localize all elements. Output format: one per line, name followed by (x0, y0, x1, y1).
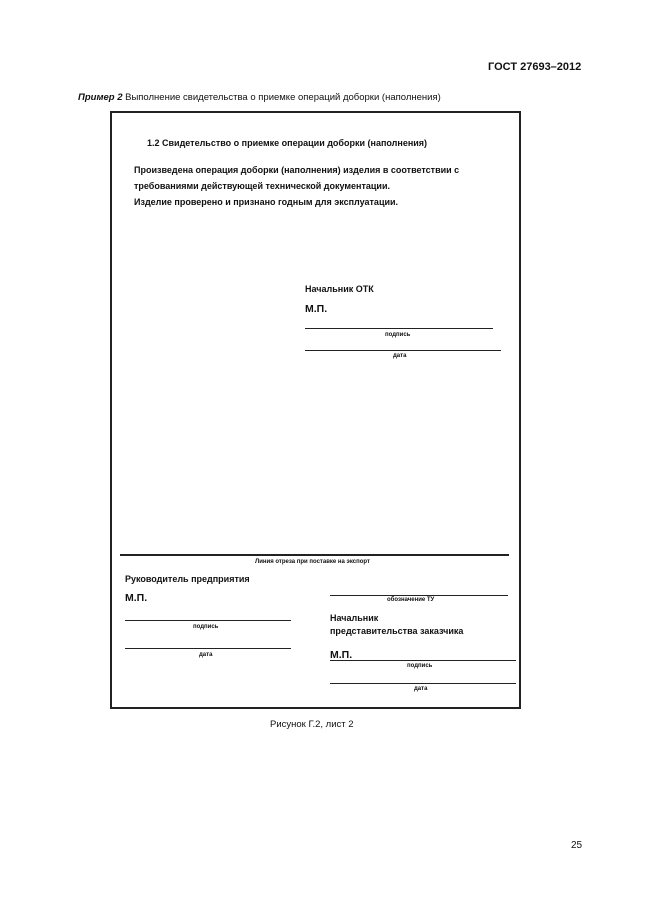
otk-date-line (305, 350, 501, 351)
customer-signature-caption: подпись (407, 663, 433, 669)
otk-signature-line (305, 328, 493, 329)
form-paragraph-line-1: Произведена операция доборки (наполнения) изделия в соответствии с (134, 165, 460, 175)
tu-line (330, 595, 508, 596)
form-paragraph-line-2: требованиями действующей технической документации. (134, 181, 390, 191)
cut-line (120, 554, 509, 556)
tu-caption: обозначение ТУ (387, 597, 435, 603)
cut-line-label: Линия отреза при поставке на экспорт (255, 559, 370, 565)
director-title: Руководитель предприятия (125, 574, 250, 584)
page-number: 25 (571, 840, 583, 851)
form-title: 1.2 Свидетельство о приемке операции доборки (наполнения) (147, 138, 428, 148)
example-lead: Пример 2 (78, 92, 123, 103)
director-seal: М.П. (125, 592, 148, 604)
customer-seal: М.П. (330, 649, 353, 661)
otk-title: Начальник ОТК (305, 284, 374, 294)
standard-header: ГОСТ 27693–2012 (488, 61, 582, 73)
director-signature-line (125, 620, 291, 621)
customer-signature-line (330, 660, 516, 661)
figure-caption: Рисунок Г.2, лист 2 (270, 719, 354, 730)
example-caption (78, 92, 441, 103)
example-text: Выполнение свидетельства о приемке операций доборки (наполнения) (122, 92, 441, 103)
otk-seal: М.П. (305, 303, 328, 315)
director-date-line (125, 648, 291, 649)
otk-signature-caption: подпись (385, 332, 411, 338)
customer-date-line (330, 683, 516, 684)
customer-date-caption: дата (414, 686, 428, 692)
director-signature-caption: подпись (193, 624, 219, 630)
director-date-caption: дата (199, 652, 213, 658)
customer-title-line-2: представительства заказчика (330, 626, 464, 636)
otk-date-caption: дата (393, 353, 407, 359)
customer-title-line-1: Начальник (330, 613, 379, 623)
form-paragraph-line-3: Изделие проверено и признано годным для эксплуатации. (134, 197, 399, 207)
